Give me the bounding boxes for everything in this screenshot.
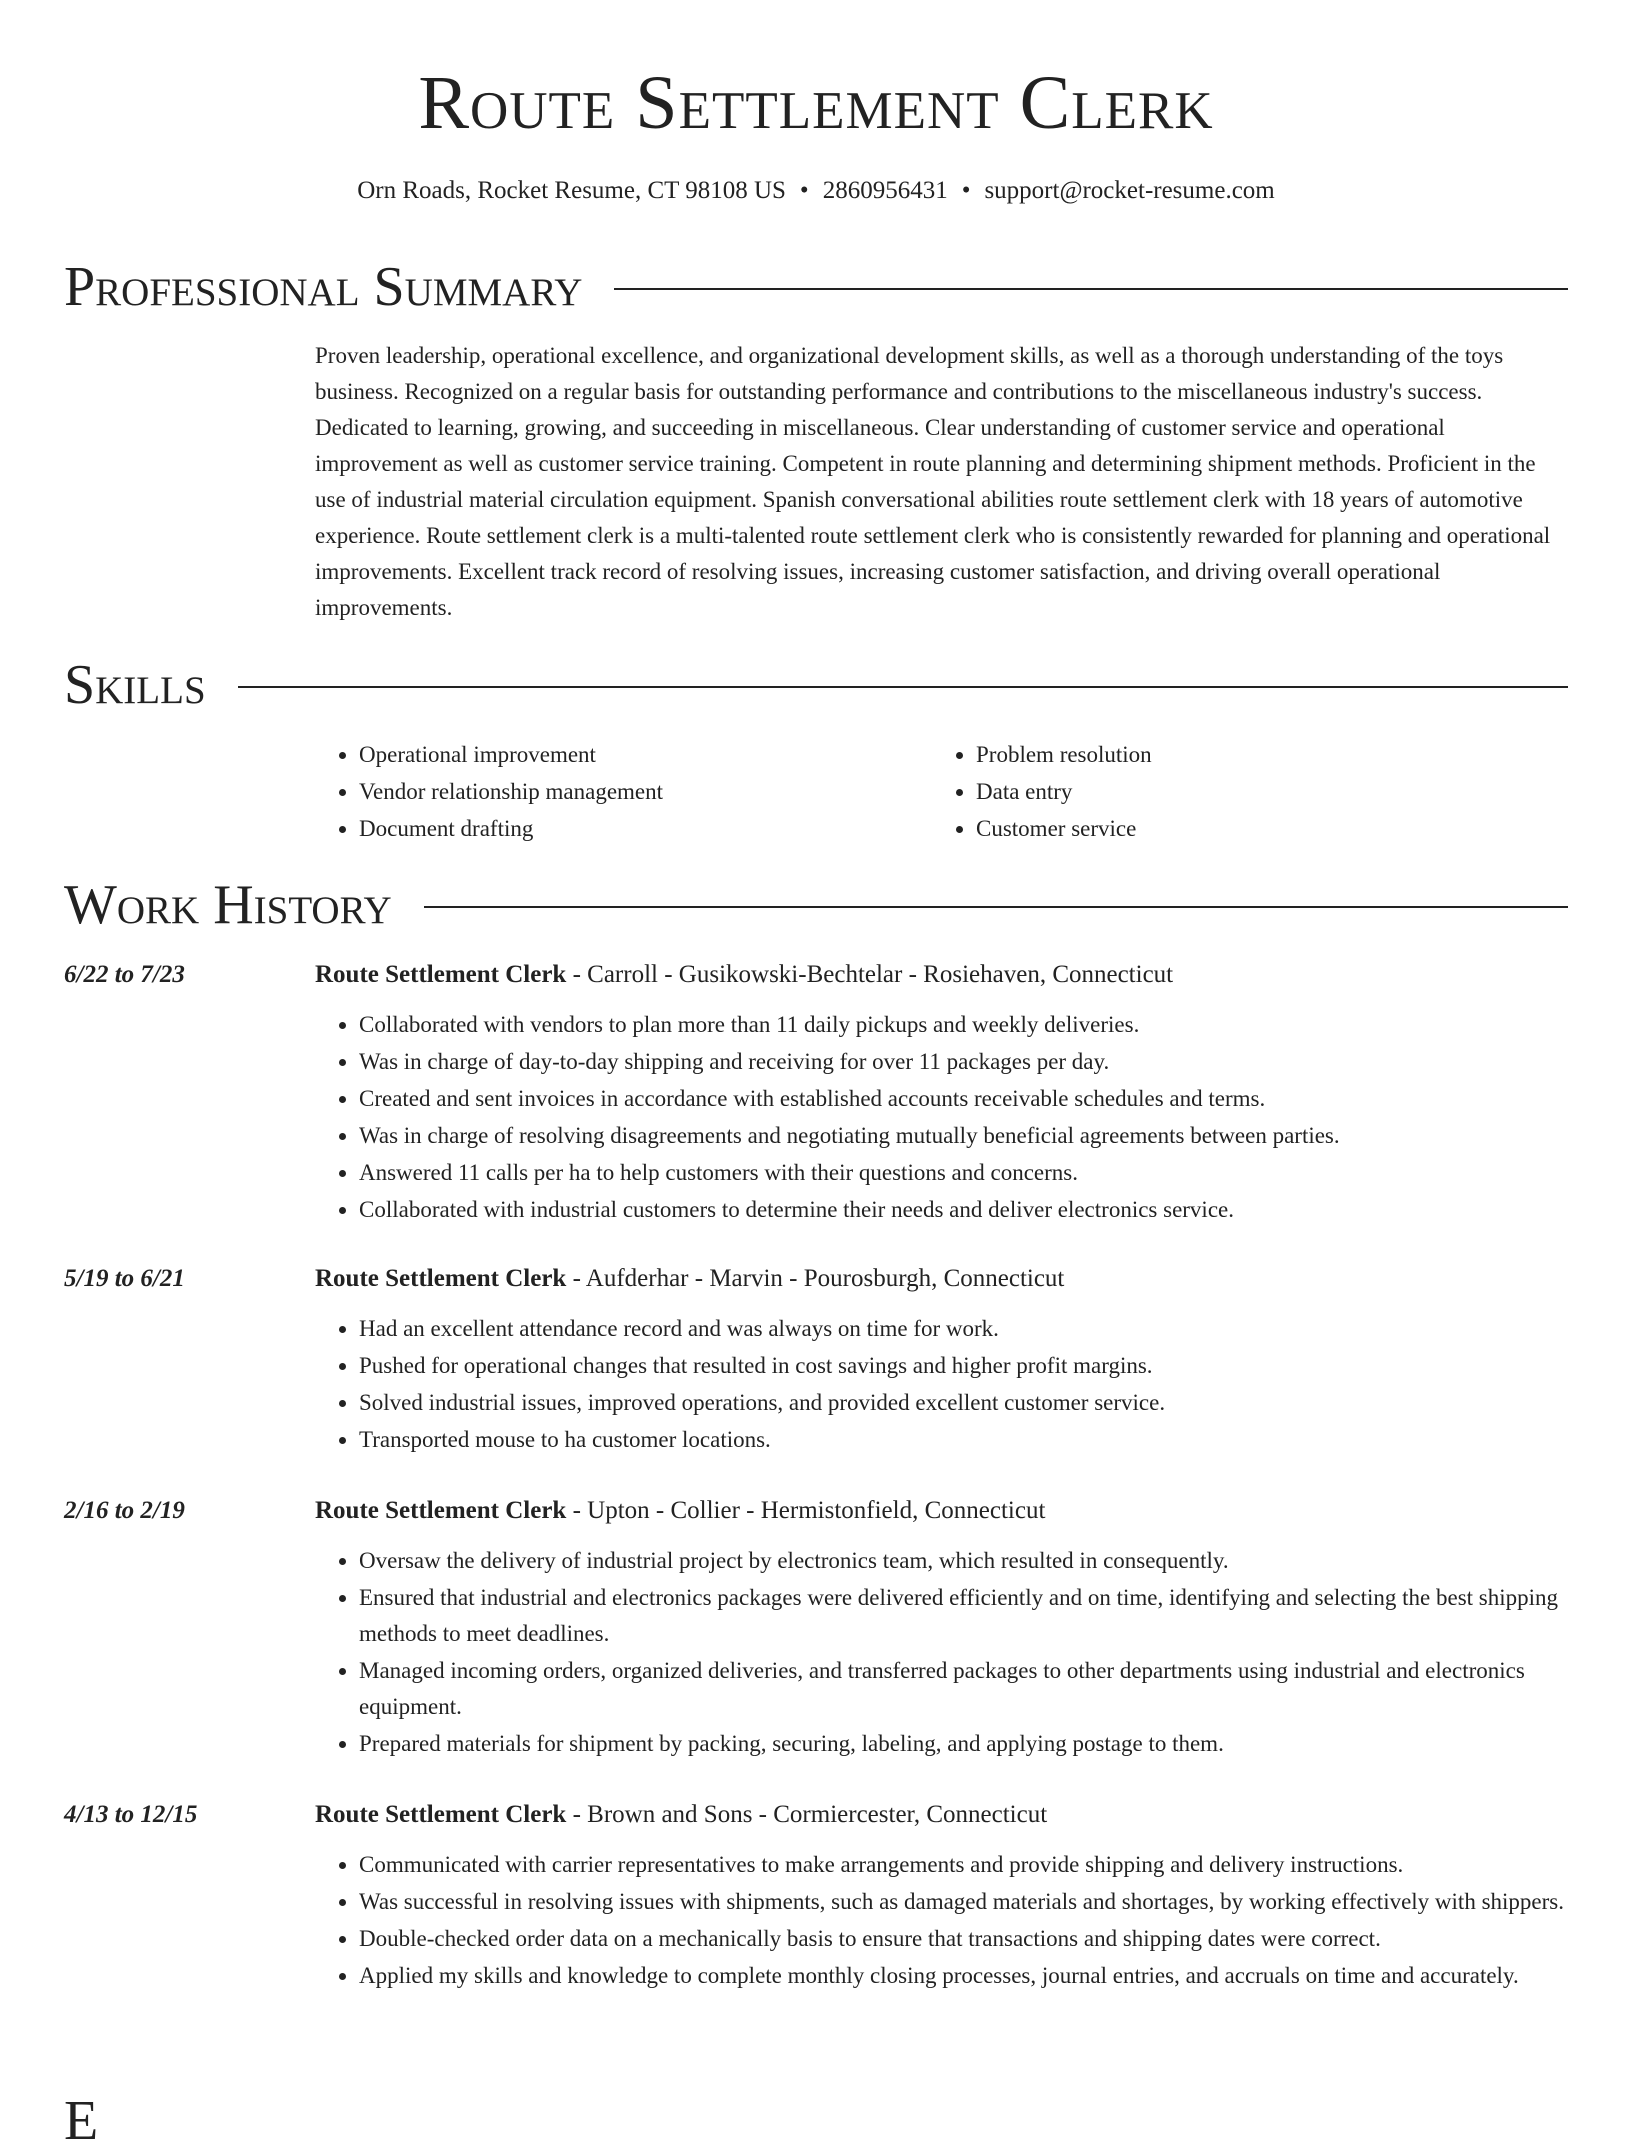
job-company: - Brown and Sons - Cormiercester, Connecticut (566, 1801, 1048, 1828)
next-section-title-partial: E (64, 2090, 99, 2152)
summary-section-title: Professional Summary (64, 256, 583, 318)
job-bullet: • Pushed for operational changes that resulted in cost savings and higher profit margins. (359, 1348, 1568, 1384)
skill-item: • Data entry (976, 773, 1568, 810)
job-bullet: • Solved industrial issues, improved operations, and provided excellent customer service. (359, 1385, 1568, 1421)
skills-section-header (64, 650, 1568, 720)
work-section-header (64, 870, 1568, 940)
job-bullet: • Answered 11 calls per ha to help customers with their questions and concerns. (359, 1155, 1568, 1191)
job-bullet: • Managed incoming orders, organized deliveries, and transferred packages to other departments using industrial and electronics equipment. (359, 1653, 1568, 1725)
job-bullets (315, 1543, 1568, 1763)
summary-section-header (64, 252, 1568, 322)
job-role: Route Settlement Clerk (315, 1801, 567, 1828)
skill-item: • Operational improvement (359, 736, 932, 773)
work-section-title: Work History (64, 874, 392, 936)
section-divider (238, 686, 1568, 688)
job-role: Route Settlement Clerk (315, 1497, 567, 1524)
job-heading (315, 1261, 1568, 1297)
summary-text: Proven leadership, operational excellence, and organizational development skills, as well as a thorough understanding of the toys business. Recognized on a regular basis for outstanding performance and contributions to the miscellaneous industry's success. Dedicated to learning, growing, and succeeding in miscellaneous. Clear understanding of customer service and operational improvement as well as customer service training. Competent in route planning and determining shipment methods. Proficient in the use of industrial material circulation equipment. Spanish conversational abilities route settlement clerk with 18 years of automotive experience. Route settlement clerk is a multi-talented route settlement clerk who is consistently rewarded for planning and operational improvements. Excellent track record of resolving issues, increasing customer satisfaction, and driving overall operational improvements. (315, 343, 1551, 620)
job-heading (315, 1493, 1568, 1529)
job-bullet: • Was in charge of day-to-day shipping and receiving for over 11 packages per day. (359, 1044, 1568, 1080)
job-bullet: • Double-checked order data on a mechanically basis to ensure that transactions and shipping dates were correct. (359, 1921, 1568, 1957)
job-bullet: • Communicated with carrier representatives to make arrangements and provide shipping and delivery instructions. (359, 1847, 1568, 1883)
job-dates: 2/16 to 2/19 (64, 1497, 185, 1524)
job-heading (315, 1797, 1568, 1833)
section-divider (614, 288, 1568, 290)
job-dates: 5/19 to 6/21 (64, 1265, 185, 1292)
job-bullet: • Prepared materials for shipment by packing, securing, labeling, and applying postage to them. (359, 1726, 1568, 1762)
contact-address: Orn Roads, Rocket Resume, CT 98108 US (357, 177, 786, 204)
job-bullet: • Ensured that industrial and electronics packages were delivered efficiently and on time, identifying and selecting the best shipping methods to meet deadlines. (359, 1580, 1568, 1652)
job-bullet: • Was in charge of resolving disagreements and negotiating mutually beneficial agreements between parties. (359, 1118, 1568, 1154)
job-role: Route Settlement Clerk (315, 1265, 567, 1292)
contact-phone: 2860956431 (822, 177, 948, 204)
contact-email[interactable]: support@rocket-resume.com (984, 177, 1275, 204)
job-company: - Carroll - Gusikowski-Bechtelar - Rosiehaven, Connecticut (566, 961, 1174, 988)
job-bullets (315, 1847, 1568, 1995)
job-dates: 4/13 to 12/15 (64, 1801, 198, 1828)
job-bullets (315, 1007, 1568, 1229)
skill-item: • Document drafting (359, 810, 932, 847)
contact-separator: • (799, 177, 809, 204)
resume-name-title: Route Settlement Clerk (418, 61, 1214, 145)
job-bullet: • Applied my skills and knowledge to complete monthly closing processes, journal entries, and accruals on time and accurately. (359, 1958, 1568, 1994)
skill-item: • Vendor relationship management (359, 773, 932, 810)
job-bullet: • Oversaw the delivery of industrial project by electronics team, which resulted in consequently. (359, 1543, 1568, 1579)
job-role: Route Settlement Clerk (315, 961, 567, 988)
job-bullets (315, 1311, 1568, 1459)
job-bullet: • Collaborated with industrial customers to determine their needs and deliver electronics service. (359, 1192, 1568, 1228)
job-bullet: • Had an excellent attendance record and was always on time for work. (359, 1311, 1568, 1347)
job-heading (315, 957, 1568, 993)
skills-list (315, 736, 1568, 847)
contact-line (0, 174, 1632, 208)
job-bullet: • Collaborated with vendors to plan more than 11 daily pickups and weekly deliveries. (359, 1007, 1568, 1043)
skill-item: • Problem resolution (976, 736, 1568, 773)
skills-section-title: Skills (64, 654, 206, 716)
job-bullet: • Created and sent invoices in accordance with established accounts receivable schedules and terms. (359, 1081, 1568, 1117)
job-company: - Aufderhar - Marvin - Pourosburgh, Connecticut (566, 1265, 1065, 1292)
job-bullet: • Transported mouse to ha customer locations. (359, 1422, 1568, 1458)
job-dates: 6/22 to 7/23 (64, 961, 185, 988)
skills-column-left (315, 736, 932, 847)
contact-separator: • (961, 177, 971, 204)
section-divider (424, 906, 1568, 908)
job-company: - Upton - Collier - Hermistonfield, Connecticut (566, 1497, 1046, 1524)
job-bullet: • Was successful in resolving issues with shipments, such as damaged materials and shortages, by working effectively with shippers. (359, 1884, 1568, 1920)
skills-column-right (932, 736, 1568, 847)
skill-item: • Customer service (976, 810, 1568, 847)
